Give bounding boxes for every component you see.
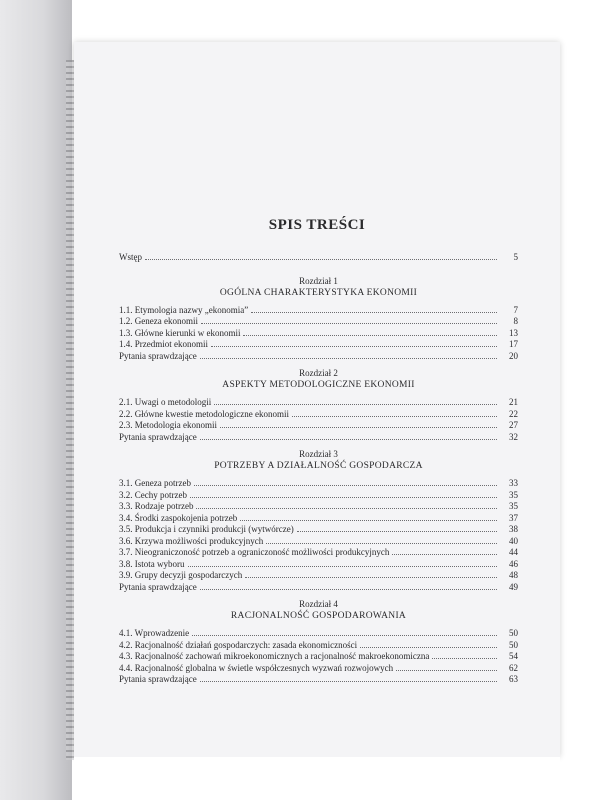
toc-row — [119, 536, 518, 548]
toc-label: 4.2. Racjonalność działań gospodarczych: zasada ekonomiczności — [119, 639, 358, 650]
toc-label: 3.6. Krzywa możliwości produkcyjnych — [119, 535, 264, 546]
chapter-title: RACJONALNOŚĆ GOSPODAROWANIA — [230, 611, 407, 621]
toc-label: 3.7. Nieograniczoność potrzeb a ograniczoność możliwości produkcyjnych — [119, 547, 390, 557]
toc-row — [119, 640, 518, 652]
chapter-title: POTRZEBY A DZIAŁALNOŚĆ GOSPODARCZA — [214, 461, 423, 471]
toc-label: 3.9. Grupy decyzji gospodarczych — [119, 570, 243, 580]
toc-page-number: 50 — [509, 628, 518, 638]
toc-page-number: 46 — [509, 558, 518, 569]
dot-leader — [200, 357, 497, 359]
toc-chapter — [119, 368, 518, 443]
dot-leader — [245, 576, 497, 578]
toc-page-number: 33 — [509, 478, 518, 488]
dot-leader — [292, 415, 497, 417]
toc-label: 4.4. Racjonalność globalna w świetle współczesnych wyzwań rozwojowych — [119, 662, 394, 673]
toc-row — [119, 582, 518, 594]
dot-leader — [211, 345, 497, 347]
toc-label: 3.1. Geneza potrzeb — [119, 478, 191, 488]
dot-leader — [200, 680, 497, 682]
toc-chapter — [119, 599, 518, 686]
toc-page-number: 22 — [509, 408, 518, 419]
dot-leader — [251, 311, 497, 313]
dot-leader — [201, 322, 497, 324]
toc-row — [119, 651, 518, 663]
book-page — [74, 42, 560, 757]
toc-label: 3.2. Cechy potrzeb — [119, 489, 187, 500]
toc-page-number: 5 — [513, 252, 518, 262]
toc-row — [119, 570, 518, 582]
dot-leader — [432, 657, 497, 659]
dot-leader — [392, 553, 497, 555]
toc-page-number: 62 — [509, 662, 518, 673]
dot-leader — [200, 588, 497, 590]
dot-leader — [192, 634, 497, 636]
toc-page-number: 44 — [509, 547, 518, 557]
toc-label: 4.3. Racjonalność zachowań mikroekonomicznych a racjonalność makroekonomiczna — [119, 651, 430, 661]
chapters-container — [119, 276, 518, 686]
dot-leader — [194, 484, 497, 486]
toc-label: 1.3. Główne kierunki w ekonomii — [119, 327, 241, 338]
dot-leader — [188, 565, 498, 567]
chapter-heading: Rozdział 3 — [299, 449, 338, 459]
toc-label: Wstęp — [119, 252, 142, 262]
toc-row-intro — [119, 252, 518, 264]
book-edge — [0, 0, 72, 800]
toc-row — [119, 513, 518, 525]
toc-page-number: 48 — [509, 570, 518, 580]
toc-row — [119, 328, 518, 340]
toc-page-number: 38 — [509, 524, 518, 534]
toc-label: Pytania sprawdzające — [119, 674, 197, 684]
chapter-title: OGÓLNA CHARAKTERYSTYKA EKONOMII — [219, 287, 418, 298]
toc-label: 3.3. Rodzaje potrzeb — [119, 501, 194, 511]
dot-leader — [360, 646, 497, 648]
page-title: SPIS TREŚCI — [268, 217, 366, 233]
toc-label: 1.2. Geneza ekonomii — [119, 316, 198, 326]
toc-chapter — [119, 449, 518, 593]
toc-page-number: 35 — [509, 489, 518, 500]
toc-page-number: 17 — [509, 339, 518, 349]
toc-label: 3.5. Produkcja i czynniki produkcji (wytwórcze) — [119, 524, 294, 534]
background — [74, 757, 560, 800]
toc-row — [119, 674, 518, 686]
toc-label: 2.2. Główne kwestie metodologiczne ekonomii — [119, 408, 289, 419]
chapter-heading: Rozdział 4 — [299, 599, 338, 609]
toc-label: 1.4. Przedmiot ekonomii — [119, 339, 208, 349]
toc-page-number: 32 — [509, 431, 518, 442]
toc-label: 4.1. Wprowadzenie — [119, 628, 190, 638]
toc-page-number: 8 — [513, 316, 518, 326]
book-binding — [66, 60, 74, 760]
toc-row — [119, 547, 518, 559]
dot-leader — [297, 530, 497, 532]
toc-label: 2.3. Metodologia ekonomii — [119, 420, 217, 430]
chapter-heading: Rozdział 2 — [299, 368, 338, 378]
dot-leader — [200, 438, 497, 440]
dot-leader — [240, 519, 497, 521]
toc-row — [119, 559, 518, 571]
toc-row — [119, 501, 518, 513]
toc-label: 1.1. Etymologia nazwy „ekonomia” — [119, 304, 249, 315]
toc-row — [119, 524, 518, 536]
toc-label: 3.4. Środki zaspokojenia potrzeb — [119, 512, 238, 523]
toc-page-number: 13 — [509, 327, 518, 338]
toc-page-number: 27 — [509, 420, 518, 430]
toc-row — [119, 420, 518, 432]
chapter-heading: Rozdział 1 — [299, 275, 338, 286]
toc-page-number: 40 — [509, 535, 518, 546]
toc-page-number: 63 — [509, 674, 518, 684]
dot-leader — [196, 507, 497, 509]
toc-row — [119, 663, 518, 675]
dot-leader — [145, 258, 497, 260]
toc-chapter — [119, 276, 518, 363]
toc-row — [119, 490, 518, 502]
toc-label: 2.1. Uwagi o metodologii — [119, 397, 212, 407]
toc-label: Pytania sprawdzające — [119, 581, 197, 592]
dot-leader — [243, 334, 497, 336]
toc-row — [119, 397, 518, 409]
toc-row — [119, 339, 518, 351]
dot-leader — [266, 542, 497, 544]
toc-page-number: 54 — [509, 651, 518, 661]
toc-row — [119, 305, 518, 317]
dot-leader — [220, 426, 497, 428]
toc-label: Pytania sprawdzające — [119, 350, 197, 361]
toc-row — [119, 351, 518, 363]
toc-page-number: 49 — [509, 581, 518, 592]
toc-page-number: 7 — [513, 304, 518, 315]
toc-page-number: 21 — [509, 397, 518, 407]
dot-leader — [190, 496, 497, 498]
toc-row — [119, 478, 518, 490]
toc-page-number: 50 — [509, 639, 518, 650]
toc-page-number: 37 — [509, 512, 518, 523]
dot-leader — [214, 403, 497, 405]
toc-label: Pytania sprawdzające — [119, 431, 197, 442]
toc-page-number: 20 — [509, 350, 518, 361]
chapter-title: ASPEKTY METODOLOGICZNE EKONOMII — [222, 380, 415, 390]
toc-row — [119, 409, 518, 421]
dot-leader — [396, 669, 497, 671]
toc-row — [119, 432, 518, 444]
table-of-contents — [119, 252, 518, 686]
toc-label: 3.8. Istota wyboru — [119, 558, 185, 569]
toc-page-number: 35 — [509, 501, 518, 511]
toc-row — [119, 628, 518, 640]
toc-row — [119, 316, 518, 328]
